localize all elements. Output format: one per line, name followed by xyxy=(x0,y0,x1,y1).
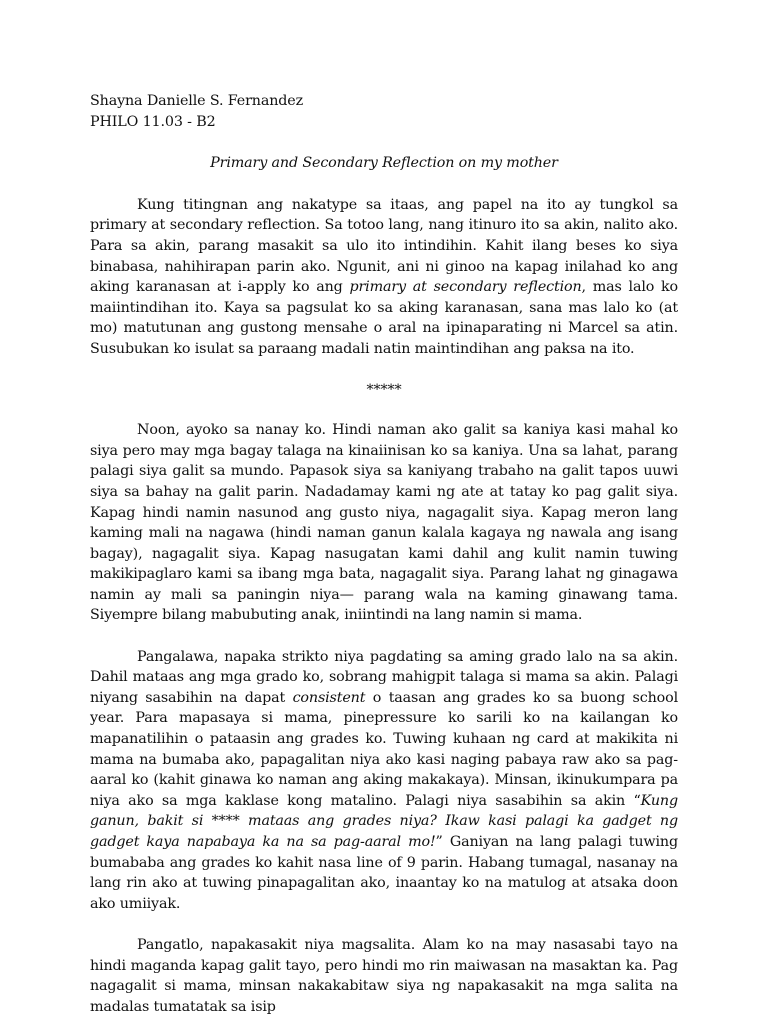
paragraph-intro xyxy=(90,195,678,360)
paragraph-text: o taasan ang grades ko sa buong school year. Para mapasaya si mama, pinepressure ko sarili ko na kailangan ko mapanatilihin o pataasin ang grades ko. Tuwing kuhaan ng card at makikita ni mama na bumaba ako, papagalitan niya ako kasi naging pabaya raw ako sa pag-aaral ko (kahit ginawa ko naman ang aking makakaya). Minsan, ikinukumpara pa niya ako sa mga kaklase kong matalino. Palagi niya sasabihin sa akin “ xyxy=(90,689,679,809)
paragraph-text: , mas lalo ko maiintindihan ito. Kaya sa pagsulat ko sa aking karanasan, sana mas lalo ko (at mo) matutunan ang gustong mensahe o aral na ipinaparating ni Marcel sa atin. Susubukan ko isulat sa paraang madali natin maintindihan ang paksa na ito. xyxy=(90,279,678,357)
paragraph-text: ” Ganiyan na lang palagi tuwing bumababa ang grades ko kahit nasa line of 9 parin. Habang tumagal, nasanay na lang rin ako at tuwing pinapagalitan ako, inaantay ko na matulog at atsaka doon ako umiiyak. xyxy=(90,834,678,912)
emphasis-text: primary at secondary reflection xyxy=(349,279,582,296)
paragraph-third-point: Pangatlo, napakasakit niya magsalita. Alam ko na may nasasabi tayo na hindi maganda kapag galit tayo, pero hindi mo rin maiwasan na masaktan ka. Pag nagagalit si mama, minsan nakakabitaw siya ng napakasakit na mga salita na madalas tumatatak sa isip xyxy=(90,936,678,1015)
paragraph-text: Pangalawa, napaka strikto niya pagdating sa aming grado lalo na sa akin. Dahil mataas ang mga grado ko, sobrang mahigpit talaga si mama sa akin. Palagi niyang sasabihin na dapat xyxy=(90,648,678,706)
paragraph-gap xyxy=(90,914,678,935)
paragraph-second-point xyxy=(90,647,678,915)
quoted-emphasis-text: Kung ganun, bakit si **** mataas ang grades niya? Ikaw kasi palagi ka gadget ng gadget kaya napabaya ka na sa pag-aaral mo! xyxy=(90,792,678,850)
paragraph-text: Kung titingnan ang nakatype sa itaas, ang papel na ito ay tungkol sa primary at secondary reflection. Sa totoo lang, nang itinuro ito sa akin, nalito ako. Para sa akin, parang masakit sa ulo ito intindihin. Kahit ilang beses ko siya binabasa, nahihirapan parin ako. Ngunit, ani ni ginoo na kapag inilahad ko ang aking karanasan at i-apply ko ang xyxy=(90,196,678,296)
document-title: Primary and Secondary Reflection on my mother xyxy=(210,155,558,172)
course-code: PHILO 11.03 - B2 xyxy=(90,113,216,130)
author-name: Shayna Danielle S. Fernandez xyxy=(90,93,303,109)
paragraph-first-point: Noon, ayoko sa nanay ko. Hindi naman ako galit sa kaniya kasi mahal ko siya pero may mga bagay talaga na kinaiinisan ko sa kaniya. Una sa lahat, parang palagi siya galit sa mundo. Papasok siya sa kaniyang trabaho na galit tapos uuwi siya sa bahay na galit parin. Nadadamay kami ng ate at tatay ko pag galit siya. Kapag hindi namin nasunod ang gusto niya, nagagalit siya. Kapag meron lang kaming mali na nagawa (hindi naman ganun kalala kagaya ng nawala ang isang bagay), nagagalit siya. Kapag nasugatan kami dahil ang kulit namin tuwing makikipaglaro kami sa ibang mga bata, nagagalit siya. Parang lahat ng ginagawa namin ay mali sa paningin niya— parang wala na kaming ginawang tama. Siyempre bilang mabubuting anak, iniintindi na lang namin si mama. xyxy=(90,422,678,624)
emphasis-text: consistent xyxy=(292,689,366,706)
document-page xyxy=(90,91,678,1017)
paragraph-gap xyxy=(90,626,678,647)
section-separator: ***** xyxy=(366,381,402,398)
